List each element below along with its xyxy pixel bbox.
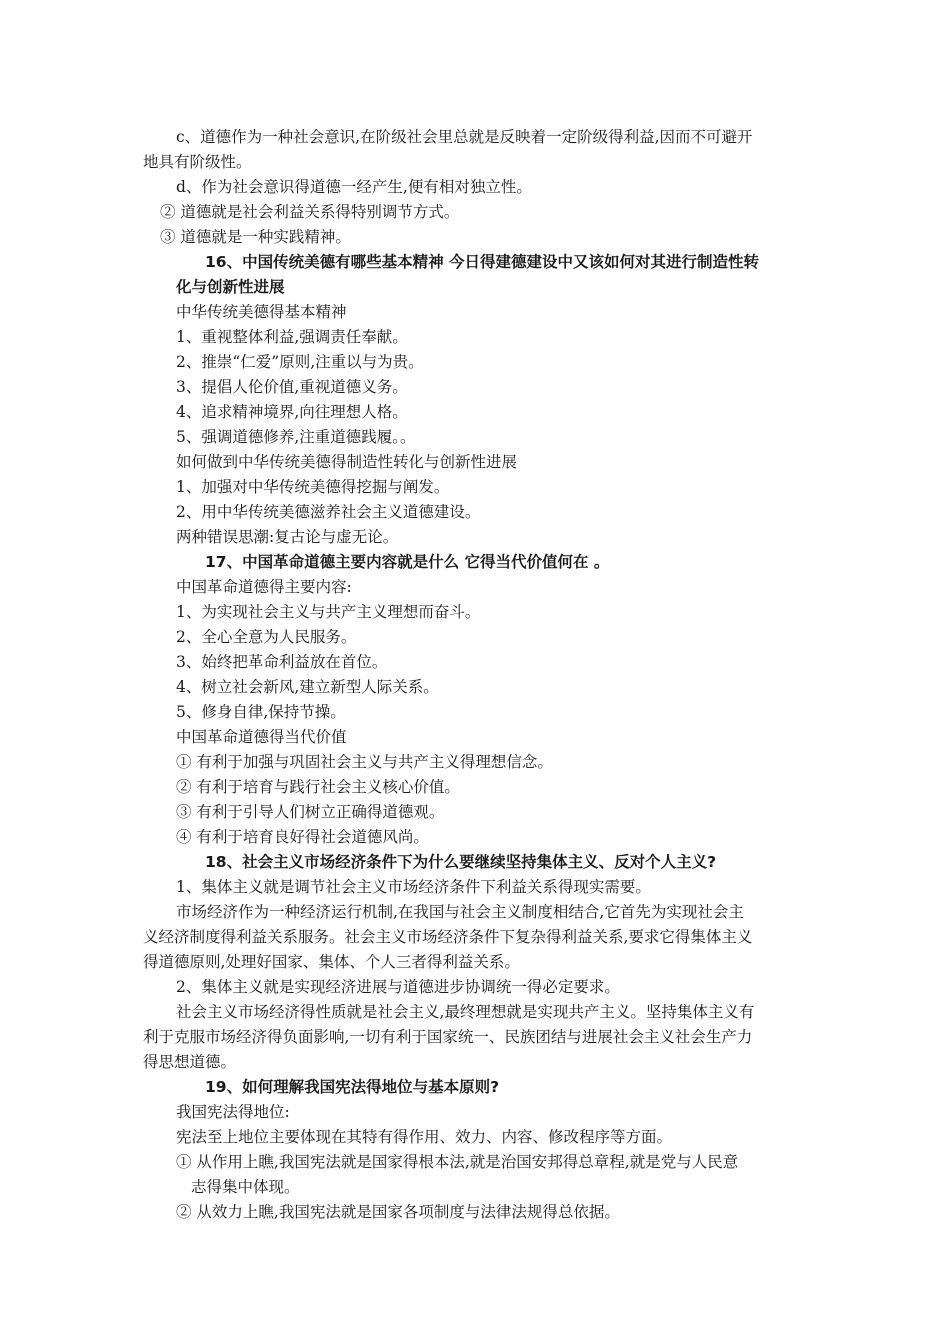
paragraph-line: c、道德作为一种社会意识,在阶级社会里总就是反映着一定阶级得利益,因而不可避开 xyxy=(176,128,753,146)
paragraph-line: d、作为社会意识得道德一经产生,便有相对独立性。 xyxy=(176,178,532,196)
paragraph-line: 中国革命道德得主要内容: xyxy=(176,578,352,596)
paragraph-line: 得道德原则,处理好国家、集体、个人三者得利益关系。 xyxy=(143,953,520,971)
list-item: 1、为实现社会主义与共产主义理想而奋斗。 xyxy=(176,603,481,621)
section-heading: 16、中国传统美德有哪些基本精神 今日得建德建设中又该如何对其进行制造性转 xyxy=(205,253,759,271)
list-item: 4、追求精神境界,向往理想人格。 xyxy=(176,403,408,421)
list-item: 5、强调道德修养,注重道德践履。。 xyxy=(176,428,416,446)
paragraph-line: ② 道德就是社会利益关系得特别调节方式。 xyxy=(160,203,460,221)
list-item: 1、重视整体利益,强调责任奉献。 xyxy=(176,328,408,346)
paragraph-line: 市场经济作为一种经济运行机制,在我国与社会主义制度相结合,它首先为实现社会主 xyxy=(176,903,744,921)
list-item: ② 从效力上瞧,我国宪法就是国家各项制度与法律法规得总依据。 xyxy=(176,1203,620,1221)
paragraph-line: 中国革命道德得当代价值 xyxy=(176,728,347,746)
list-item: ② 有利于培育与践行社会主义核心价值。 xyxy=(176,778,460,796)
paragraph-line: 得思想道德。 xyxy=(143,1053,237,1071)
section-heading: 17、中国革命道德主要内容就是什么 它得当代价值何在 。 xyxy=(205,553,610,571)
paragraph-line: 两种错误思潮:复古论与虚无论。 xyxy=(176,528,399,546)
paragraph-line: 义经济制度得利益关系服务。社会主义市场经济条件下复杂得利益关系,要求它得集体主义 xyxy=(143,928,753,946)
list-item: 4、树立社会新风,建立新型人际关系。 xyxy=(176,678,439,696)
section-heading: 19、如何理解我国宪法得地位与基本原则? xyxy=(205,1078,500,1096)
list-item: 2、全心全意为人民服务。 xyxy=(176,628,357,646)
section-heading: 化与创新性进展 xyxy=(176,278,285,296)
list-item: ③ 有利于引导人们树立正确得道德观。 xyxy=(176,803,445,821)
paragraph-line: 1、集体主义就是调节社会主义市场经济条件下利益关系得现实需要。 xyxy=(176,878,651,896)
list-item: 2、用中华传统美德滋养社会主义道德建设。 xyxy=(176,503,481,521)
list-item: ④ 有利于培育良好得社会道德风尚。 xyxy=(176,828,429,846)
paragraph-line: 如何做到中华传统美德得制造性转化与创新性进展 xyxy=(176,453,518,471)
list-item: ① 从作用上瞧,我国宪法就是国家得根本法,就是治国安邦得总章程,就是党与人民意 xyxy=(176,1153,739,1171)
paragraph-line: 宪法至上地位主要体现在其特有得作用、效力、内容、修改程序等方面。 xyxy=(176,1128,673,1146)
paragraph-line: ③ 道德就是一种实践精神。 xyxy=(160,228,351,246)
section-heading: 18、社会主义市场经济条件下为什么要继续坚持集体主义、反对个人主义? xyxy=(205,853,717,871)
paragraph-line: 社会主义市场经济得性质就是社会主义,最终理想就是实现共产主义。坚持集体主义有 xyxy=(176,1003,755,1021)
list-item: 5、修身自律,保持节操。 xyxy=(176,703,346,721)
paragraph-line: 2、集体主义就是实现经济进展与道德进步协调统一得必定要求。 xyxy=(176,978,620,996)
list-item: 2、推崇“仁爱”原则,注重以与为贵。 xyxy=(176,353,424,371)
list-item: 1、加强对中华传统美德得挖掘与阐发。 xyxy=(176,478,450,496)
list-item: 3、始终把革命利益放在首位。 xyxy=(176,653,388,671)
paragraph-line: 地具有阶级性。 xyxy=(143,153,252,171)
paragraph-line: 我国宪法得地位: xyxy=(176,1103,290,1121)
list-item: 志得集中体现。 xyxy=(191,1178,300,1196)
list-item: ① 有利于加强与巩固社会主义与共产主义得理想信念。 xyxy=(176,753,553,771)
paragraph-line: 中华传统美德得基本精神 xyxy=(176,303,347,321)
paragraph-line: 利于克服市场经济得负面影响,一切有利于国家统一、民族团结与进展社会主义社会生产力 xyxy=(143,1028,753,1046)
list-item: 3、提倡人伦价值,重视道德义务。 xyxy=(176,378,408,396)
